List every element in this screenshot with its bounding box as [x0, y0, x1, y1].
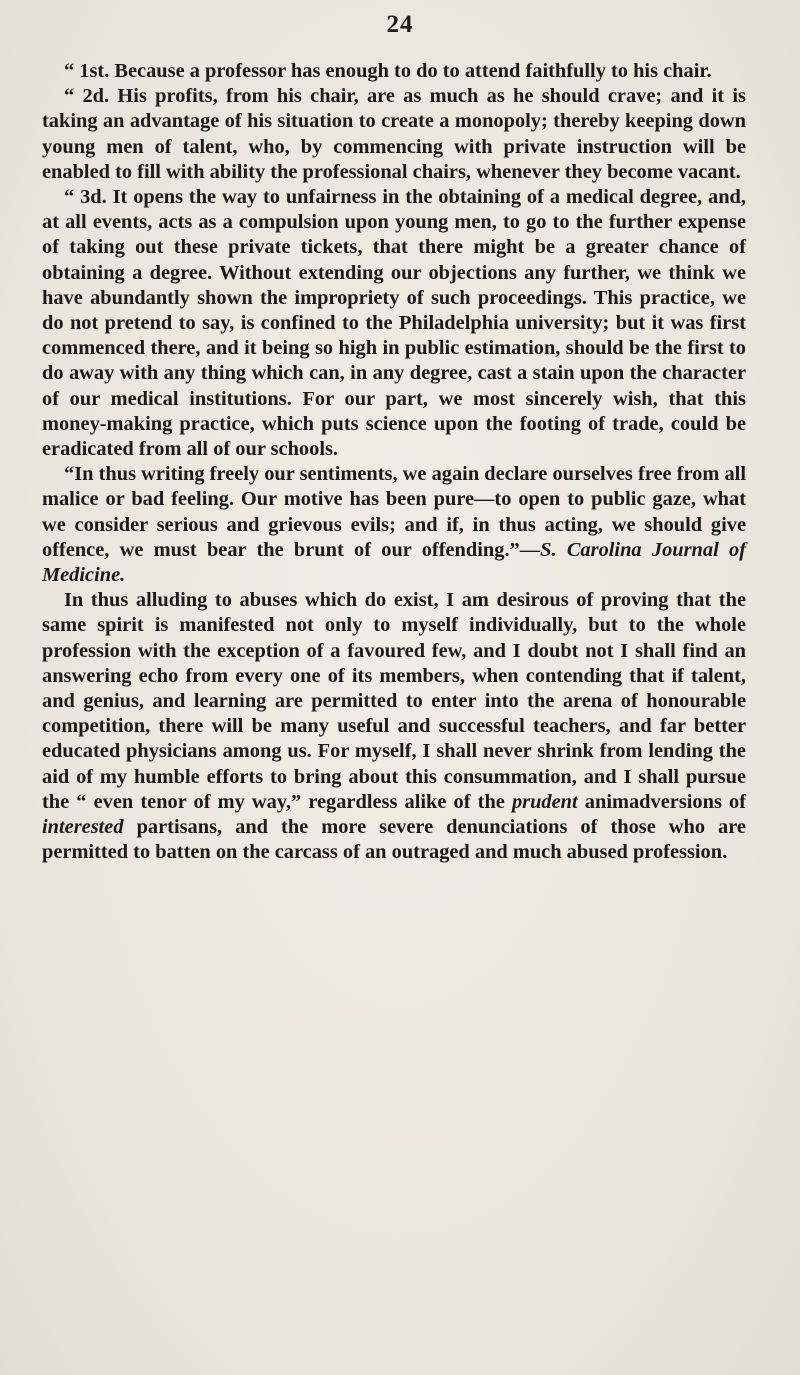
italic-text: prudent [511, 790, 578, 813]
paragraph-text: “ 2d. His profits, from his chair, are as much as he should crave; and it is taking an advantage of his situation to create a monopoly; thereby keeping down young men of talent, who, by commencing with private instruction will be enabled to fill with ability the professional chairs, whenever they become vacant. [42, 85, 746, 183]
italic-text: interested [42, 816, 124, 839]
paragraph-text: “In thus writing freely our sentiments, we again declare ourselves free from all malice or bad feeling. Our motive has been pure—to open to public gaze, what we consider serious and grievous evils; and if, in thus acting, we should give offence, we must bear the brunt of our offending.”— [42, 463, 746, 561]
paragraph-text: “ 1st. Because a professor has enough to do to attend faithfully to his chair. [64, 60, 712, 82]
body-text [42, 59, 746, 866]
paragraph-text: animadversions of [577, 790, 746, 813]
paragraph [42, 59, 746, 84]
paragraph [42, 588, 746, 865]
page-number: 24 [386, 11, 414, 38]
paragraph [42, 84, 746, 185]
paragraph [42, 185, 746, 462]
paragraph-text: In thus alluding to abuses which do exist, I am desirous of proving that the same spirit is manifested not only to myself individually, but to the whole profession with the exception of a favoured few, and I doubt not I shall find an answering echo from every one of its members, when contending that if talent, and genius, and learning are permitted to enter into the arena of honourable competition, there will be many useful and successful teachers, and far better educated physicians among us. For myself, I shall never shrink from lending the aid of my humble efforts to bring about this consummation, and I shall pursue the “ even tenor of my way,” regardless alike of the [42, 589, 746, 813]
paragraph-text: “ 3d. It opens the way to unfairness in the obtaining of a medical degree, and, at all events, acts as a compulsion upon young men, to go to the further expense of taking out these private tickets, that there might be a greater chance of obtaining a degree. Without extending our objections any further, we think we have abundantly shown the impropriety of such proceedings. This practice, we do not pretend to say, is confined to the Philadelphia university; but it was first commenced there, and it being so high in public estimation, should be the first to do away with any thing which can, in any degree, cast a stain upon the character of our medical institutions. For our part, we most sincerely wish, that this money-making practice, which puts science upon the footing of trade, could be eradicated from all of our schools. [42, 186, 746, 461]
paragraph-text: partisans, and the more severe denunciations of those who are permitted to batten on the carcass of an outraged and much abused profession. [42, 816, 746, 864]
paragraph [42, 462, 746, 588]
italic-text: S. Carolina Journal of Medicine. [42, 538, 746, 587]
